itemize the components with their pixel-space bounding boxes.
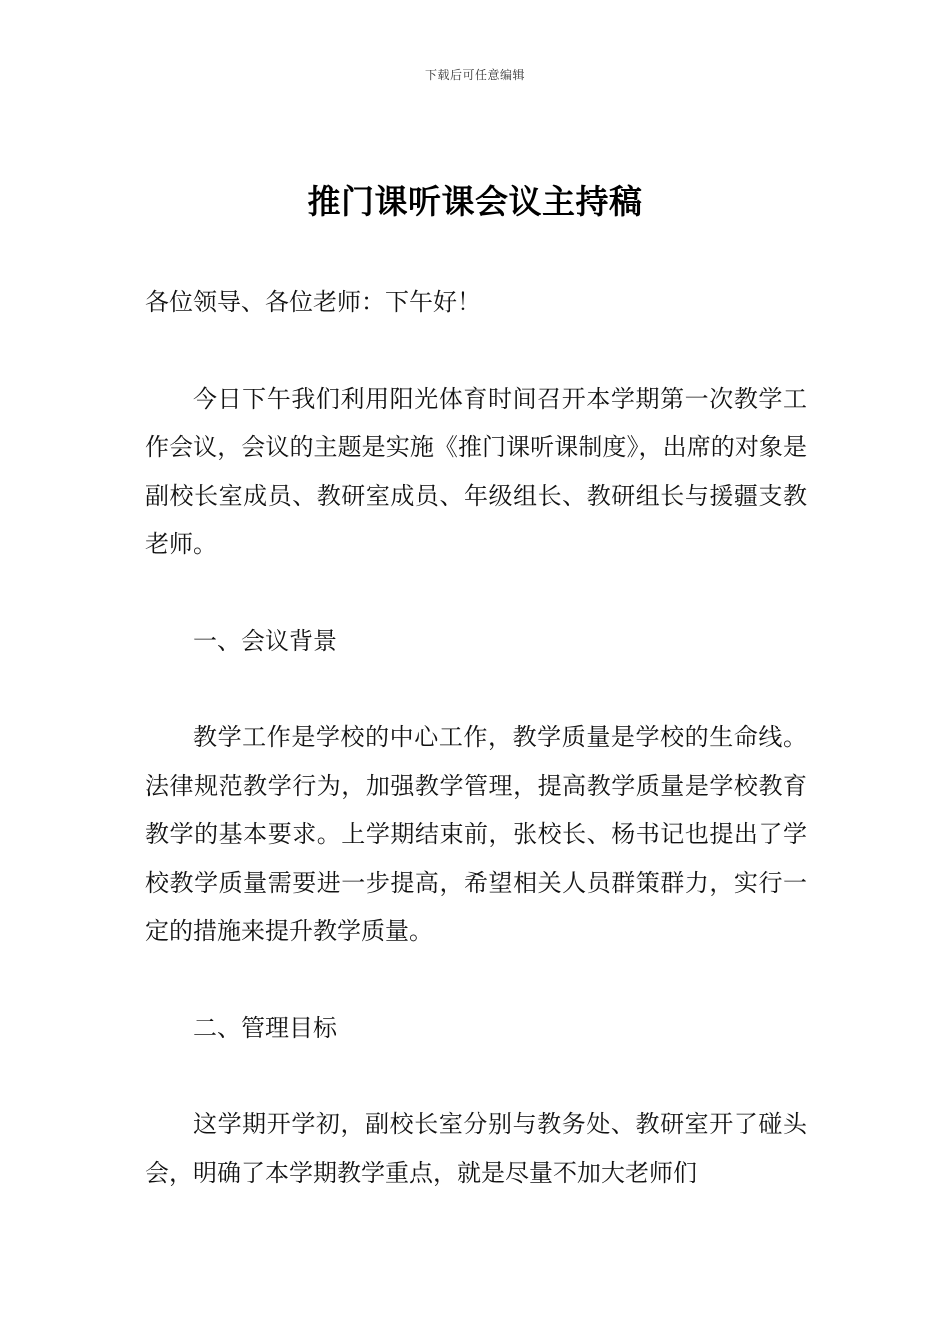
greeting: 各位领导、各位老师：下午好！ xyxy=(145,288,481,316)
document-body xyxy=(145,278,807,1245)
paragraph-intro: 今日下午我们利用阳光体育时间召开本学期第一次教学工作会议，会议的主题是实施《推门课听课制度》，出席的对象是副校长室成员、教研室成员、年级组长、教研组长与援疆支教老师。 xyxy=(145,384,807,558)
header-note: 下载后可任意编辑 xyxy=(424,68,525,82)
section-heading-background: 一、会议背景 xyxy=(193,626,337,655)
section-heading-goals: 二、管理目标 xyxy=(193,1013,337,1042)
paragraph-goals: 这学期开学初，副校长室分别与教务处、教研室开了碰头会，明确了本学期教学重点，就是尽量不加大老师们 xyxy=(145,1110,807,1187)
document-title: 推门课听课会议主持稿 xyxy=(307,182,643,221)
paragraph-background: 教学工作是学校的中心工作，教学质量是学校的生命线。法律规范教学行为，加强教学管理，提高教学质量是学校教育教学的基本要求。上学期结束前，张校长、杨书记也提出了学校教学质量需要进一步提高，希望相关人员群策群力，实行一定的措施来提升教学质量。 xyxy=(145,723,807,945)
